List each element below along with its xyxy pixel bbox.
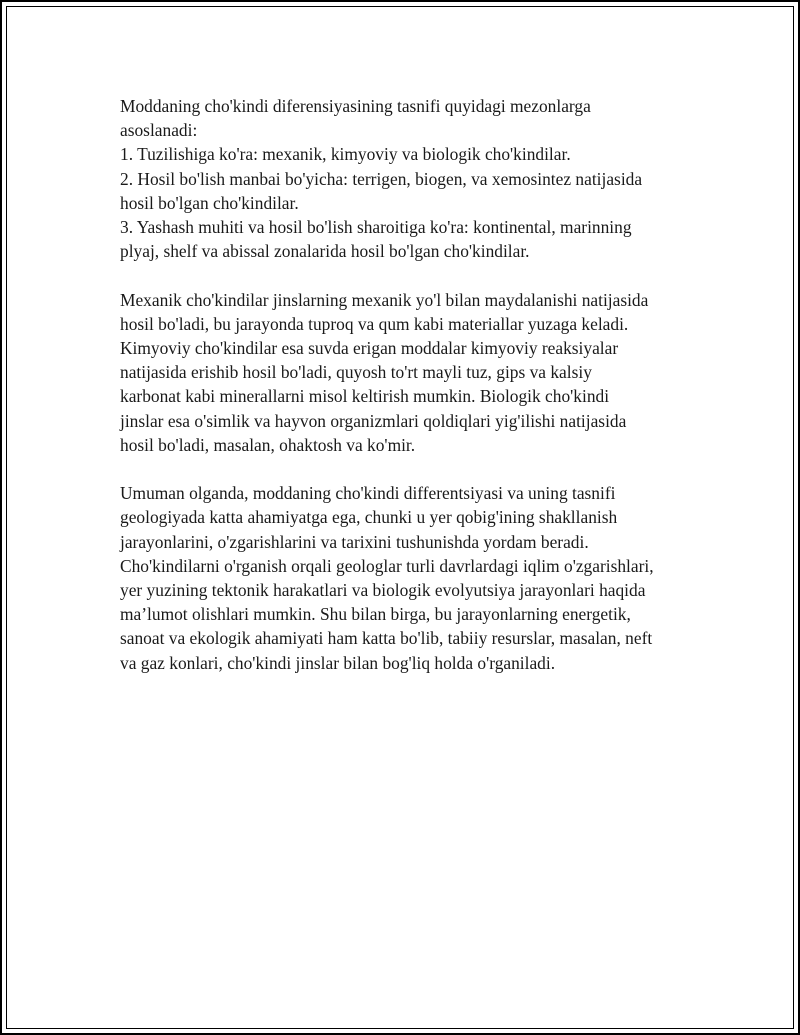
- text-line: asoslanadi:: [120, 120, 198, 141]
- list-item-structure: 1. Tuzilishiga ko'ra: mexanik, kimyoviy va biologik cho'kindilar.: [120, 144, 571, 165]
- text-line: hosil bo'ladi, masalan, ohaktosh va ko'mir.: [120, 434, 416, 455]
- text-line: yer yuzining tektonik harakatlari va biologik evolyutsiya jarayonlari haqida: [120, 580, 646, 601]
- text-line: plyaj, shelf va abissal zonalarida hosil bo'lgan cho'kindilar.: [120, 241, 530, 262]
- text-line: hosil bo'lgan cho'kindilar.: [120, 192, 299, 213]
- text-line: jarayonlarini, o'zgarishlarini va tarixini tushunishda yordam beradi.: [120, 531, 589, 552]
- text-line: Moddaning cho'kindi diferensiyasining tasnifi quyidagi mezonlarga: [120, 96, 591, 116]
- text-line: hosil bo'ladi, bu jarayonda tuproq va qum kabi materiallar yuzaga keladi.: [120, 313, 629, 334]
- list-item-source: 2. Hosil bo'lish manbai bo'yicha: terrigen, biogen, va xemosintez natijasida: [120, 168, 643, 189]
- text-line: ma’lumot olishlari mumkin. Shu bilan birga, bu jarayonlarning energetik,: [120, 604, 631, 625]
- paragraph-classification-criteria: [120, 94, 700, 263]
- text-line: natijasida erishib hosil bo'ladi, quyosh to'rt mayli tuz, gips va kalsiy: [120, 362, 592, 383]
- text-line: sanoat va ekologik ahamiyati ham katta bo'lib, tabiiy resurslar, masalan, neft: [120, 628, 653, 649]
- list-item-environment: 3. Yashash muhiti va hosil bo'lish sharoitiga ko'ra: kontinental, marinning: [120, 217, 632, 238]
- paragraph-significance: [120, 481, 700, 675]
- text-line: Mexanik cho'kindilar jinslarning mexanik yo'l bilan maydalanishi natijasida: [120, 289, 649, 310]
- text-line: jinslar esa o'simlik va hayvon organizmlari qoldiqlari yig'ilishi natijasida: [120, 410, 627, 431]
- paragraph-sediment-types: [120, 288, 700, 457]
- text-line: geologiyada katta ahamiyatga ega, chunki u yer qobig'ining shakllanish: [120, 507, 618, 528]
- document-body: [120, 94, 700, 699]
- text-line: Kimyoviy cho'kindilar esa suvda erigan moddalar kimyoviy reaksiyalar: [120, 338, 619, 359]
- text-line: va gaz konlari, cho'kindi jinslar bilan bog'liq holda o'rganiladi.: [120, 652, 556, 673]
- text-line: Cho'kindilarni o'rganish orqali geologlar turli davrlardagi iqlim o'zgarishlari,: [120, 555, 654, 576]
- text-line: karbonat kabi minerallarni misol keltirish mumkin. Biologik cho'kindi: [120, 386, 610, 407]
- text-line: Umuman olganda, moddaning cho'kindi differentsiyasi va uning tasnifi: [120, 483, 616, 504]
